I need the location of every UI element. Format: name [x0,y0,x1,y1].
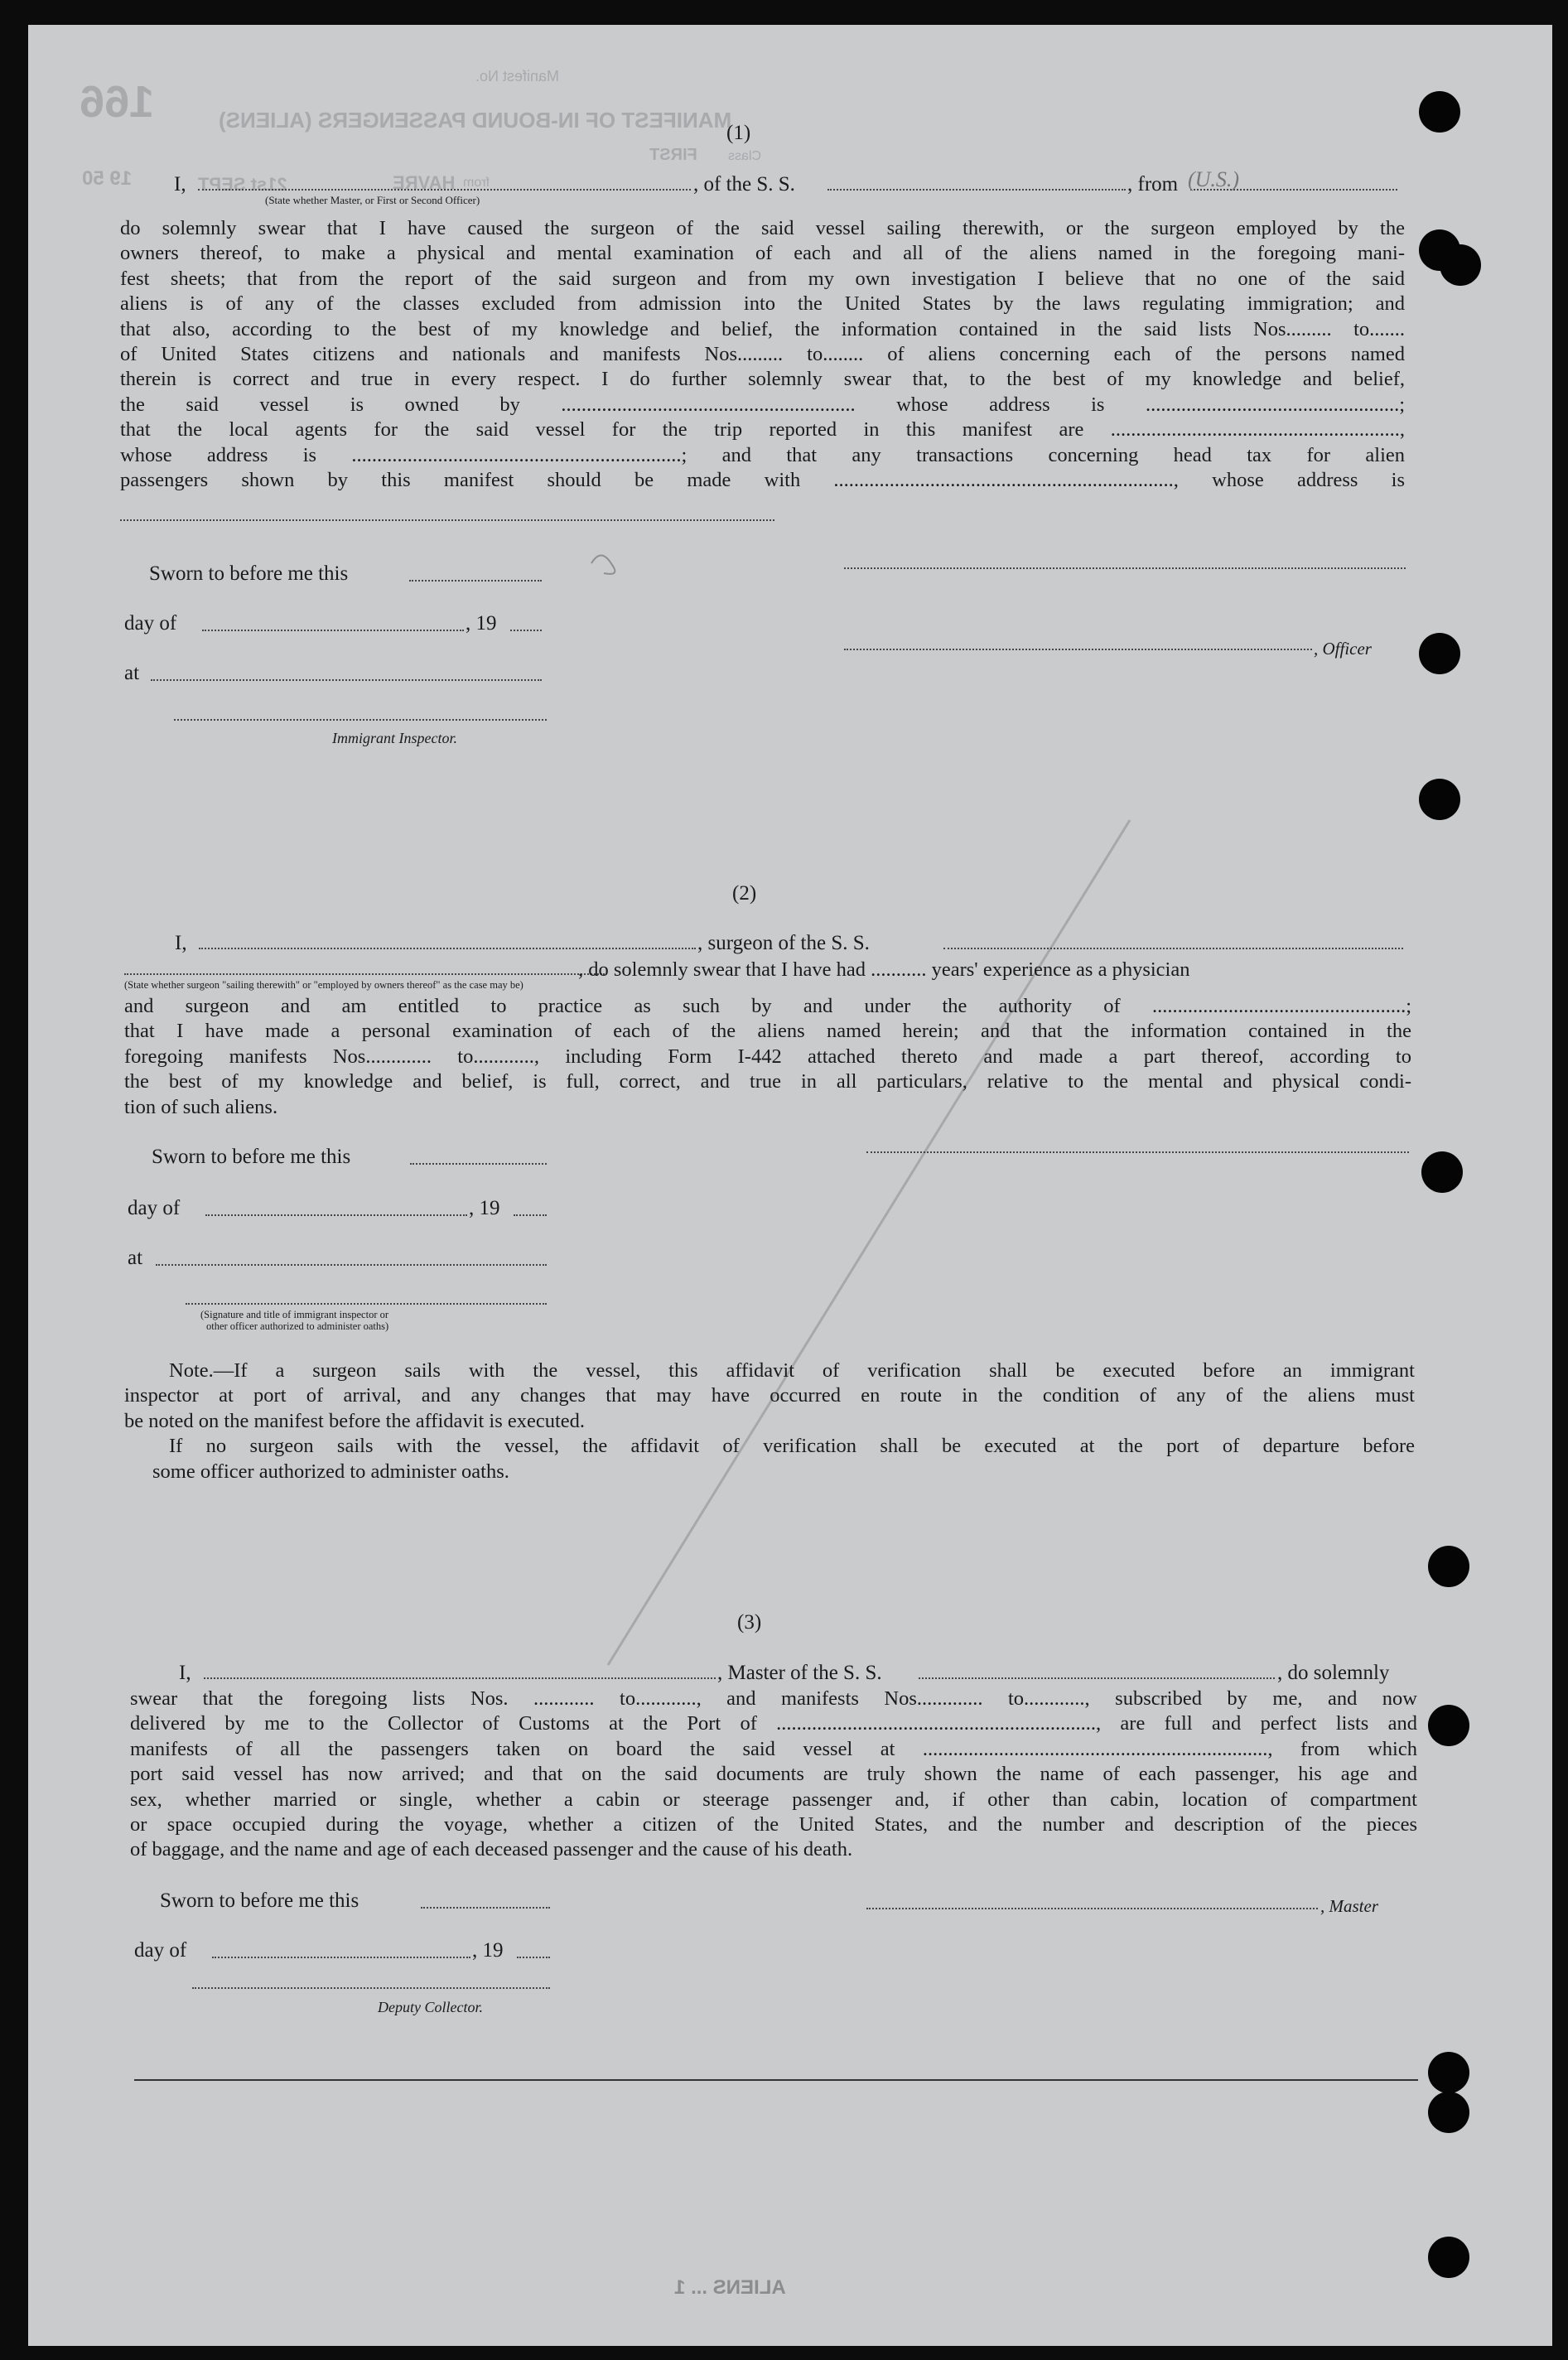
s1-at-field[interactable] [151,679,542,681]
section-1-body [120,216,1405,493]
section-1-of-ss: , of the S. S. [693,173,795,195]
s1-at-label: at [124,662,140,684]
note-line: be noted on the manifest before the affidavit is executed. [124,1409,586,1432]
s2-day-field[interactable] [205,1214,467,1216]
s2-line: that I have made a personal examination of each of the aliens named herein; and that the information contained in the [124,1020,1411,1043]
section-1-line-i: I, [174,173,186,195]
punch-hole [1419,633,1460,674]
s3-vessel-field[interactable] [919,1677,1275,1679]
section-1-number: (1) [726,122,751,144]
s3-day-of-label: day of [134,1939,187,1962]
s2-surgeon-signature[interactable] [866,1151,1409,1153]
s1-day-field[interactable] [202,630,464,631]
s3-line: port said vessel has now arrived; and that on the said documents are truly shown the name of each passenger, his age and [130,1763,1417,1786]
punch-hole [1421,1151,1463,1193]
ghost-footer-text: ALIENS ... 1 [674,2276,786,2299]
s1-sworn-field[interactable] [409,580,542,582]
surgeon-vessel-field[interactable] [943,948,1403,949]
s1-year-label: , 19 [466,612,497,635]
s2-day-of-label: day of [128,1197,181,1219]
s1-line: that also, according to the best of my knowledge and belief, the information contained in the said lists Nos......... to....... [120,317,1405,340]
s2-inspector-signature[interactable] [186,1303,547,1305]
s1-line: of United States citizens and nationals and manifests Nos......... to........ of aliens concerning each of the persons named [120,343,1405,366]
punch-hole [1428,1546,1469,1587]
s1-day-of-label: day of [124,612,177,635]
section-2-body [124,994,1411,1120]
section-3-number: (3) [737,1611,762,1634]
punch-hole [1428,2052,1469,2093]
note-line: If no surgeon sails with the vessel, the affidavit of verification shall be executed at the port of departure before [169,1435,1415,1458]
s1-line: whose address is .................................................................; and that any transactions concerning head tax for alien [120,443,1405,466]
s2-year-field[interactable] [514,1214,547,1216]
s1-line: the said vessel is owned by .......................................................... whose address is ..................................................; [120,393,1405,416]
s1-inspector-label: Immigrant Inspector. [332,730,457,746]
s3-collector-label: Deputy Collector. [378,1999,483,2015]
s2-sworn-field[interactable] [410,1163,547,1165]
document-page [28,25,1552,2346]
ghost-year-value: 19 50 [82,167,133,190]
note-line: some officer authorized to administer oaths. [152,1460,509,1483]
s1-line: fest sheets; that from the report of the said surgeon and from my own investigation I believe that no one of the said [120,267,1405,290]
section-2-surgeon-of: , surgeon of the S. S. [697,932,870,954]
s3-line: manifests of all the passengers taken on board the said vessel at ...................................................................., from which [130,1737,1417,1760]
s3-do-solemnly: , do solemnly [1277,1662,1390,1684]
s3-year-label: , 19 [472,1939,504,1962]
ghost-date-value: 21st SEPT [198,174,287,195]
ghost-from-value: HAVRE [393,172,456,193]
master-field[interactable] [198,189,691,191]
section-2-line2: , do solemnly swear that I have had ........... years' experience as a physician [578,958,1190,981]
s2-at-field[interactable] [156,1264,547,1266]
section-1-from: , from [1127,173,1179,195]
from-handwritten: (U.S.) [1188,167,1240,191]
s2-year-label: , 19 [469,1197,500,1219]
s2-line: the best of my knowledge and belief, is full, correct, and true in all particulars, relative to the mental and physical condi- [124,1070,1411,1093]
s1-line: that the local agents for the said vessel for the trip reported in this manifest are ........................................................., [120,418,1405,442]
note-line: inspector at port of arrival, and any changes that may have occurred en route in the condition of any of the aliens must [124,1384,1415,1407]
s2-line: tion of such aliens. [124,1095,278,1118]
s3-day-field[interactable] [212,1957,470,1958]
master-field-note: (State whether Master, or First or Second Officer) [265,194,480,206]
surgeon-status-note: (State whether surgeon "sailing therewith" or "employed by owners thereof" as the case may be) [124,979,523,991]
s3-line: of baggage, and the name and age of each deceased passenger and the cause of his death. [130,1838,853,1861]
ghost-page-number: 166 [80,77,155,127]
surgeon-status-field[interactable] [124,973,605,975]
s2-line: foregoing manifests Nos............. to............, including Form I-442 attached thereto and made a part thereof, according to [124,1045,1411,1068]
s1-line: do solemnly swear that I have caused the surgeon of the said vessel sailing therewith, or the surgeon employed by the [120,217,1405,239]
s2-sig-note-1: (Signature and title of immigrant inspector or [200,1309,389,1320]
punch-hole [1428,2237,1469,2278]
address-continuation-field[interactable] [120,519,774,521]
s1-line: passengers shown by this manifest should be made with ..................................................................., whose address is [120,469,1405,492]
ghost-manifest-no: Manifest No. [475,68,560,84]
s3-line: swear that the foregoing lists Nos. ............ to............, and manifests Nos............. to............, subscribed by me, and now [130,1687,1417,1710]
ghost-from-label: from [463,176,490,190]
s3-line: sex, whether married or single, whether a cabin or steerage passenger and, if other than cabin, location of compartment [130,1788,1417,1811]
section-2-note [124,1359,1415,1484]
s3-line: delivered by me to the Collector of Customs at the Port of ..............................................................., are full and perfect lists and [130,1712,1417,1735]
punch-hole [1440,244,1481,286]
ghost-class-value: FIRST [649,146,697,164]
ghost-manifest-title: MANIFEST OF IN-BOUND PASSENGERS (ALIENS) [219,108,732,133]
section-2-line-i: I, [175,932,187,954]
s3-master-signature[interactable] [866,1908,1318,1909]
s1-officer-signature[interactable] [844,649,1312,650]
s3-year-field[interactable] [517,1957,550,1958]
s1-line: aliens is of any of the classes excluded from admission into the United States by the laws regulating immigration; and [120,292,1405,316]
s2-sworn-label: Sworn to before me this [152,1146,351,1168]
vessel-field[interactable] [827,189,1126,191]
s1-year-field[interactable] [510,630,542,631]
s2-line: and surgeon and am entitled to practice as such by and under the authority of ..................................................; [124,995,1411,1017]
s3-sworn-field[interactable] [421,1907,550,1909]
s3-collector-signature[interactable] [192,1987,550,1989]
punch-hole [1428,1705,1469,1746]
s3-master-of: , Master of the S. S. [717,1662,882,1684]
s2-sig-note-2: other officer authorized to administer oaths) [206,1320,389,1332]
punch-hole [1428,2092,1469,2133]
section-3-body [130,1687,1417,1863]
s3-master-label: , Master [1320,1896,1378,1916]
s1-inspector-signature[interactable] [174,719,547,721]
s3-line: or space occupied during the voyage, whether a citizen of the United States, and the number and description of the pieces [130,1813,1417,1836]
s3-sworn-label: Sworn to before me this [160,1889,359,1912]
note-line: Note.—If a surgeon sails with the vessel, this affidavit of verification shall be executed before an immigrant [169,1359,1415,1382]
s1-line: therein is correct and true in every respect. I do further solemnly swear that, to the best of my knowledge and belief, [120,368,1405,391]
s1-officer-label: , Officer [1314,639,1372,659]
section-2-number: (2) [732,882,757,905]
s3-master-name-field[interactable] [204,1677,716,1679]
s2-at-label: at [128,1247,143,1269]
s1-line: owners thereof, to make a physical and mental examination of each and all of the aliens named in the foregoing mani- [120,242,1405,265]
section-3-line-i: I, [179,1662,191,1684]
punch-hole [1419,779,1460,820]
bottom-rule [134,2079,1418,2081]
s1-sworn-label: Sworn to before me this [149,562,349,585]
surgeon-name-field[interactable] [199,948,696,949]
punch-hole [1419,91,1460,133]
ghost-class-label: Class [728,149,762,163]
s1-officer-signature-top[interactable] [844,567,1406,569]
